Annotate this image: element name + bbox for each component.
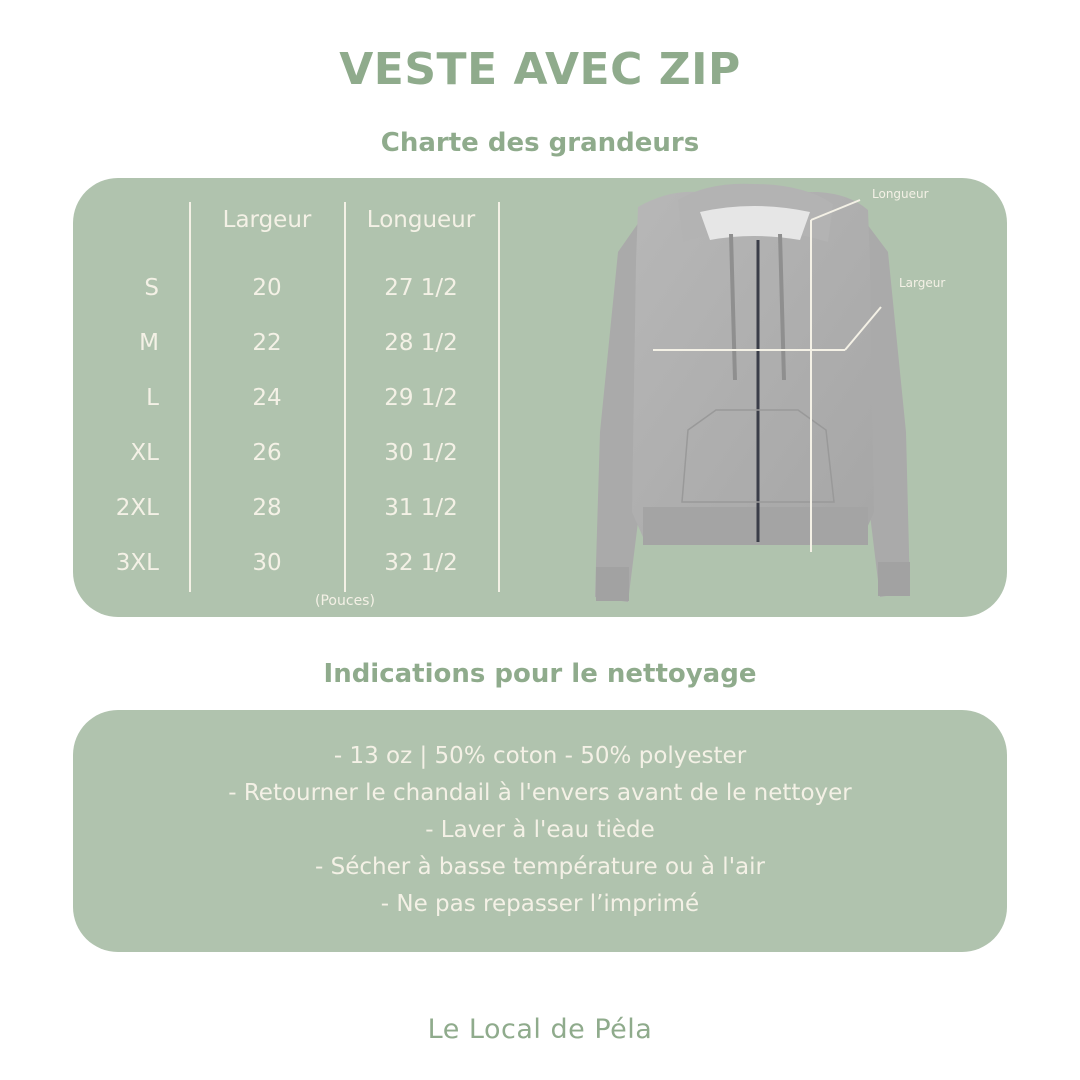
unit-label: (Pouces) [315,593,375,609]
size-chart-heading: Charte des grandeurs [380,128,700,158]
column-header-longueur: Longueur [366,207,476,233]
width-value: 26 [252,440,282,466]
width-value: 28 [252,495,282,521]
care-card [73,710,1007,952]
care-instructions [73,738,1007,923]
brand-footer: Le Local de Péla [427,1014,653,1045]
size-chart-card [73,178,1007,617]
length-value: 28 1/2 [384,330,458,356]
width-value: 24 [252,385,282,411]
length-annotation: Longueur [872,187,929,201]
length-value: 27 1/2 [384,275,458,301]
size-label: S [144,275,159,301]
care-line: - Laver à l'eau tiède [425,817,655,843]
width-value: 30 [252,550,282,576]
column-divider [189,202,191,592]
length-value: 30 1/2 [384,440,458,466]
size-label: M [139,330,159,356]
care-line: - Sécher à basse température ou à l'air [315,854,765,880]
width-value: 22 [252,330,282,356]
care-line: - 13 oz | 50% coton - 50% polyester [333,743,747,769]
page-title: VESTE AVEC ZIP [339,44,741,95]
size-label: 3XL [115,550,159,576]
size-label: XL [130,440,159,466]
size-label: L [146,385,159,411]
width-annotation: Largeur [899,276,946,290]
width-value: 20 [252,275,282,301]
length-value: 32 1/2 [384,550,458,576]
size-label: 2XL [115,495,159,521]
column-divider [498,202,500,592]
column-header-largeur: Largeur [222,207,312,233]
care-line: - Ne pas repasser l’imprimé [380,891,700,917]
length-value: 29 1/2 [384,385,458,411]
care-heading: Indications pour le nettoyage [323,659,757,689]
care-line: - Retourner le chandail à l'envers avant de le nettoyer [228,780,852,806]
length-value: 31 1/2 [384,495,458,521]
hoodie-image [588,182,938,612]
